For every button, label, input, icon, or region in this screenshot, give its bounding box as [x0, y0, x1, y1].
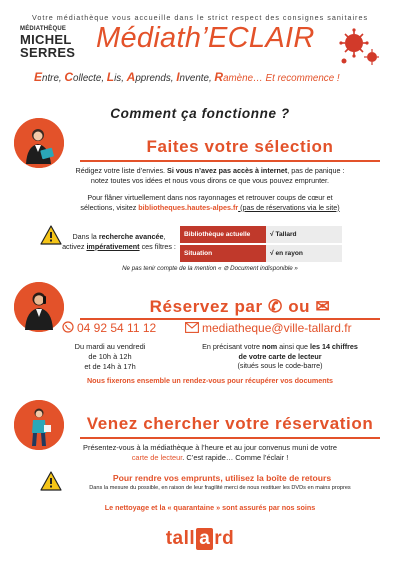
section-title-reserve: Réservez par ✆ ou ✉ [149, 297, 331, 316]
tagline: Entre, Collecte, Lis, Apprends, Invente, Ramène… Et recommence ! [34, 70, 340, 84]
section-rule [80, 437, 380, 439]
section-rule [80, 318, 380, 320]
unavailable-note: Ne pas tenir compte de la mention « ⊘ Document indisponible » [122, 265, 298, 272]
top-banner: Votre médiathèque vous accueille dans le strict respect des consignes sanitaires [31, 13, 369, 22]
avatar-reserve [14, 282, 64, 332]
warning-icon [40, 225, 62, 245]
selection-paragraph-1: Rédigez votre liste d’envies. Si vous n’avez pas accès à internet, pas de panique : notez toutes vos idées et nous vous dirons ce que vous pouvez emprunter. [75, 166, 345, 185]
email-address[interactable]: mediatheque@ville-tallard.fr [185, 321, 352, 335]
filter-row [180, 226, 342, 243]
virus-icon [334, 26, 380, 68]
filter-key: Situation [180, 245, 266, 262]
section-title-pickup: Venez chercher votre réservation [86, 414, 374, 433]
person-tablet-icon [14, 118, 64, 168]
tallard-logo: tall a rd [165, 528, 235, 549]
filter-value: √ en rayon [266, 245, 342, 262]
opening-hours: Du mardi au vendredi de 10h à 12h et de 14h à 17h [74, 342, 146, 371]
filter-row [180, 245, 342, 262]
catalog-link[interactable]: bibliotheques.hautes-alpes.fr [138, 202, 239, 212]
advanced-search-instruction: Dans la recherche avancée, activez impérativement ces filtres : [62, 232, 176, 251]
cleaning-note: Le nettoyage et la « quarantaine » sont assurés par nos soins [104, 503, 316, 512]
appointment-note: Nous fixerons ensemble un rendez-vous pour récupérer vos documents [86, 376, 334, 385]
person-phone-icon [14, 282, 64, 332]
warning-icon [40, 471, 62, 491]
section-title-selection: Faites votre sélection [146, 137, 334, 156]
how-it-works-title: Comment ça fonctionne ? [110, 106, 290, 121]
mail-icon [185, 322, 199, 333]
section-rule [80, 160, 380, 162]
return-box-title: Pour rendre vos emprunts, utilisez la boîte de retours [112, 473, 332, 483]
filter-key: Bibliothèque actuelle [180, 226, 266, 243]
avatar-selection [14, 118, 64, 168]
selection-paragraph-2: Pour flâner virtuellement dans nos rayonnages et retrouver coups de cœur et sélections, visitez bibliotheques.hautes-alpes.fr (pas de réservations via le site) [80, 193, 340, 212]
pickup-paragraph: Présentez-vous à la médiathèque à l’heure et au jour convenus muni de votre carte de lecteur. C’est rapide… Comme l’éclair ! [83, 443, 337, 462]
main-title: Médiath’ECLAIR [96, 22, 315, 54]
filter-table [180, 226, 342, 262]
reader-card-instruction: En précisant votre nom ainsi que les 14 chiffres de votre carte de lecteur (situés sous le code-barre) [202, 342, 358, 371]
return-note: Dans la mesure du possible, en raison de leur fragilité merci de nous restituer les DVDs en mains propres [89, 485, 351, 491]
filter-value: √ Tallard [266, 226, 342, 243]
phone-number[interactable]: 04 92 54 11 12 [62, 321, 156, 335]
phone-icon [62, 321, 74, 333]
library-logo: MÉDIATHÈQUE MICHEL SERRES [20, 26, 76, 60]
